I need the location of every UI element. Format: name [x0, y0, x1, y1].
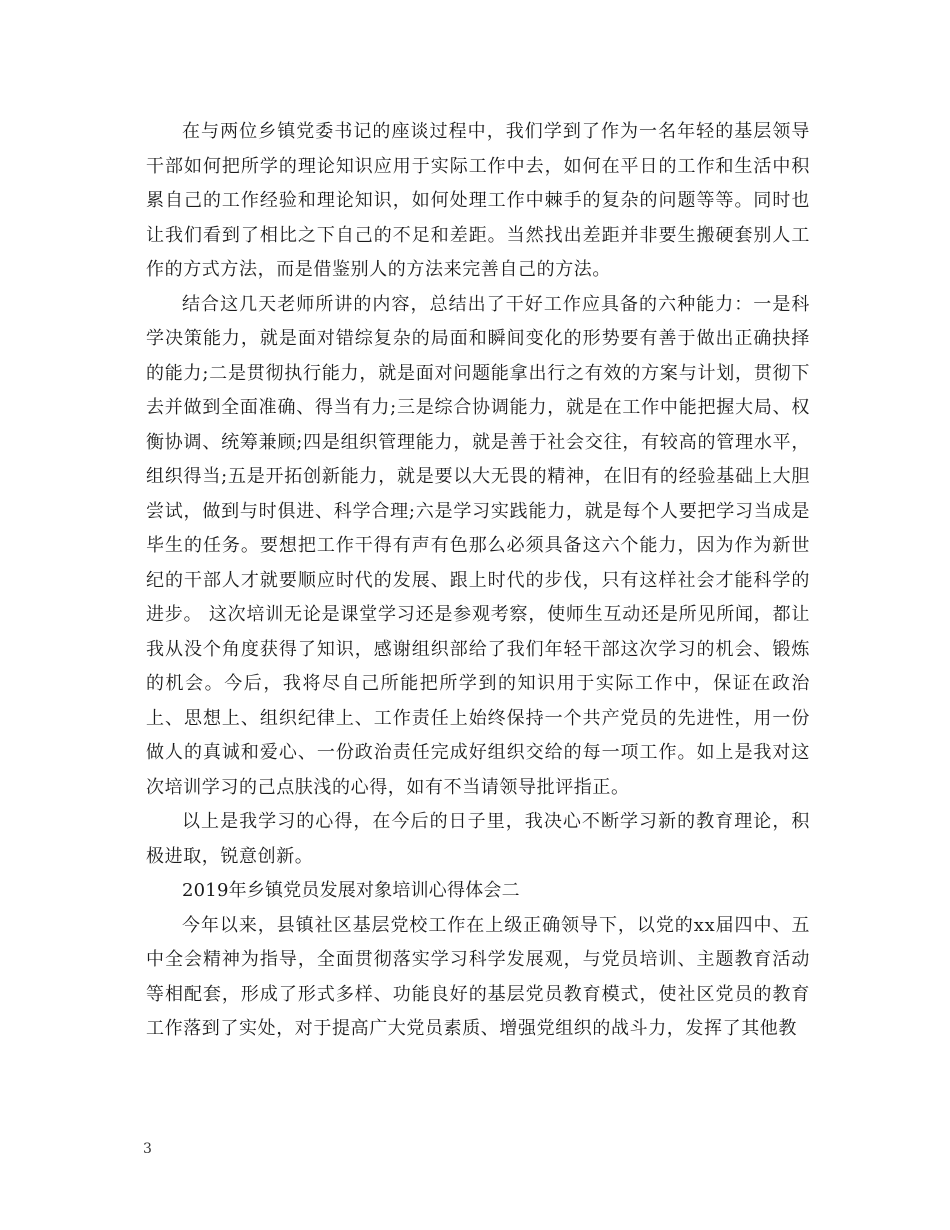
- paragraph-3: 以上是我学习的心得，在今后的日子里，我决心不断学习新的教育理论，积极进取，锐意创新。: [146, 811, 810, 867]
- section-heading: 2019年乡镇党员发展对象培训心得体会二: [182, 880, 520, 901]
- paragraph-4: 今年以来，县镇社区基层党校工作在上级正确领导下，以党的xx届四中、五中全会精神为指导，全面贯彻落实学习科学发展观，与党员培训、主题教育活动等相配套，形成了形式多样、功能良好的基层党员教育模式，使社区党员的教育工作落到了实处，对于提高广大党员素质、增强党组织的战斗力，发挥了其他教: [146, 914, 810, 1039]
- page-number: 3: [143, 1141, 152, 1157]
- paragraph-2: 结合这几天老师所讲的内容，总结出了干好工作应具备的六种能力：一是科学决策能力，就是面对错综复杂的局面和瞬间变化的形势要有善于做出正确抉择的能力;二是贯彻执行能力，就是面对问题能拿出行之有效的方案与计划，贯彻下去并做到全面准确、得当有力;三是综合协调能力，就是在工作中能把握大局、权衡协调、统筹兼顾;四是组织管理能力，就是善于社会交往，有较高的管理水平，组织得当;五是开拓创新能力，就是要以大无畏的精神，在旧有的经验基础上大胆尝试，做到与时俱进、科学合理;六是学习实践能力，就是每个人要把学习当成是毕生的任务。要想把工作干得有声有色那么必须具备这六个能力，因为作为新世纪的干部人才就要顺应时代的发展、跟上时代的步伐，只有这样社会才能科学的进步。 这次培训无论是课堂学习还是参观考察，使师生互动还是所见所闻，都让我从没个角度获得了知识，感谢组织部给了我们年轻干部这次学习的机会、锻炼的机会。今后，我将尽自己所能把所学到的知识用于实际工作中，保证在政治上、思想上、组织纪律上、工作责任上始终保持一个共产党员的先进性，用一份做人的真诚和爱心、一份政治责任完成好组织交给的每一项工作。如上是我对这次培训学习的己点肤浅的心得，如有不当请领导批评指正。: [146, 293, 810, 798]
- paragraph-1: 在与两位乡镇党委书记的座谈过程中，我们学到了作为一名年轻的基层领导干部如何把所学的理论知识应用于实际工作中去，如何在平日的工作和生活中积累自己的工作经验和理论知识，如何处理工作中棘手的复杂的问题等等。同时也让我们看到了相比之下自己的不足和差距。当然找出差距并非要生搬硬套别人工作的方式方法，而是借鉴别人的方法来完善自己的方法。: [146, 121, 810, 280]
- document-body: [146, 115, 810, 1047]
